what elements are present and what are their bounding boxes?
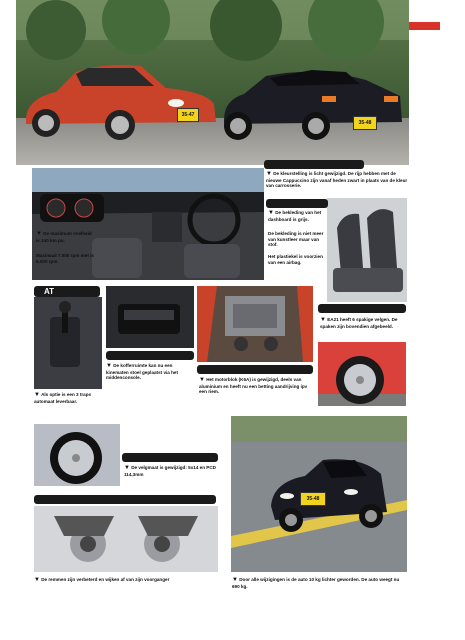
tyre-photo [34,424,120,486]
wheel-right-illustration [318,342,406,406]
caption-roof-text: De kleurstelling is licht gewijzigd. De rijp hebben met de nieuwe Cappuccino zijn vanaf heden zwart in plaats van de kleur van carrosserie. [266,171,408,189]
suspension-photo [34,506,218,572]
hero-photo-illustration [16,0,409,165]
caption-suspension: ▼ De remmen zijn verbeterd en wijken af van zijn voorganger [34,577,170,583]
license-plate-driving-car: 35-48 [300,492,326,506]
console-photo [106,286,194,348]
license-plate-black-car: 35-48 [353,116,377,130]
caption-upholstery [268,231,324,248]
caption-bar-suspension [34,495,216,504]
caption-weight: ▼ Door alle wijzigingen is de auto 10 kg lichter geworden. De auto weegt nu 690 kg. [232,577,400,589]
caption-engine-text: Het motorblok (K6A) is gewijzigd, deels van aluminium en heeft nu een betting aandrijving ipv een riem. [199,377,308,395]
caption-rpm-text: Maximaal 7.500 rpm met is 5.000 rpm [36,253,94,264]
caption-speed: ▼ De maximum snelheid is 140 km pu. [36,231,92,243]
caption-weight-text: Door alle wijzigingen is de auto 10 kg lichter geworden. De auto weegt nu 690 kg. [232,577,400,589]
caption-wheels-text: EA21 heeft 6 spakige velgen. De spaken zijn bovendien afgebeeld. [320,317,398,329]
caption-headrest [268,254,324,265]
caption-bar-console [106,351,194,360]
caption-bar-tyres [122,453,218,462]
console-illustration [106,286,194,348]
gearbox-illustration [34,297,102,389]
red-accent-tab [408,22,440,30]
license-plate-red-car: 35-47 [177,108,199,122]
caption-bar-engine [197,365,313,374]
caption-bar-dashboard [266,199,328,208]
caption-console-text: De kofferruimte kan nu een kinematen stoel geplaatst via het middenconsole. [106,363,178,381]
caption-rpm [36,253,98,264]
caption-console: ▼ De kofferruimte kan nu een kinematen stoel geplaatst via het middenconsole. [106,363,178,381]
suspension-illustration [34,506,218,572]
gearbox-photo [34,297,102,389]
caption-gearbox: ▼ Als optie is een 3 traps automaat leverbaar. [34,392,92,404]
engine-illustration [197,286,313,362]
at-label-bar: AT [34,286,100,297]
caption-roof: ▼ De kleurstelling is licht gewijzigd. De rijp hebben met de nieuwe Cappuccino zijn vanaf heden zwart in plaats van de kleur van carrosserie. [266,171,408,189]
caption-engine: ▼ Het motorblok (K6A) is gewijzigd, deels van aluminium en heeft nu een betting aandrijving ipv een riem. [199,377,308,395]
caption-tyres: ▼ De velgmaat is gewijzigd: 5x14 en PCD 114,3mm [124,465,216,477]
caption-bar-roof [264,160,364,169]
caption-tyres-text: De velgmaat is gewijzigd: 5x14 en PCD 114,3mm [124,465,216,477]
caption-headrest-text: Het plastiekel is voorzien van een airbag. [268,254,323,265]
caption-upholstery-text: De bekleding is niet meer van kunstleer maar van stof. [268,231,324,248]
caption-bar-wheels [318,304,406,313]
seats-photo [327,198,407,302]
caption-dashboard-text: De bekleding van het dashboard is grijs. [268,210,322,222]
caption-wheels: ▼ EA21 heeft 6 spakige velgen. De spaken zijn bovendien afgebeeld. [320,317,398,329]
caption-dashboard: ▼ De bekleding van het dashboard is grijs. [268,210,322,222]
caption-gearbox-text: Als optie is een 3 traps automaat leverbaar. [34,392,92,404]
caption-speed-text: De maximum snelheid is 140 km pu. [36,231,92,243]
seats-illustration [327,198,407,302]
wheel-photo-right [318,342,406,406]
engine-photo [197,286,313,362]
caption-suspension-text: De remmen zijn verbeterd en wijken af van zijn voorganger [41,577,170,582]
hero-photo-two-cars [16,0,409,165]
tyre-illustration [34,424,120,486]
